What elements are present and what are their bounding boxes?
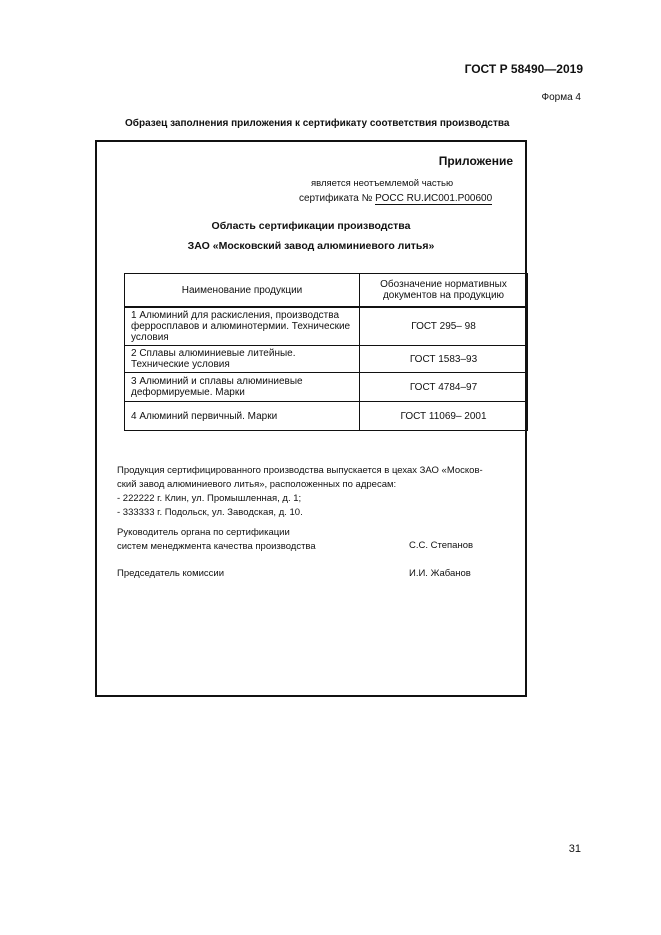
head-role-line: систем менеджмента качества производства bbox=[117, 541, 316, 552]
product-cell: 3 Алюминий и сплавы алюминиевые деформируемые. Марки bbox=[125, 373, 360, 402]
product-cell: 2 Сплавы алюминиевые литейные. Технические условия bbox=[125, 346, 360, 373]
table-row bbox=[125, 402, 528, 431]
production-note bbox=[117, 464, 527, 520]
note-address: - 222222 г. Клин, ул. Промышленная, д. 1; bbox=[117, 493, 302, 504]
standard-code: ГОСТ Р 58490—2019 bbox=[464, 62, 583, 76]
product-cell: 1 Алюминий для раскисления, производства ферросплавов и алюминотермии. Технические условия bbox=[125, 307, 360, 346]
certificate-number-line bbox=[299, 193, 492, 204]
certificate-number: РОСС RU.ИС001.Р00600 bbox=[375, 193, 493, 204]
head-role-line: Руководитель органа по сертификации bbox=[117, 527, 290, 538]
appendix-title: Приложение bbox=[438, 154, 513, 168]
page-number: 31 bbox=[568, 843, 581, 855]
table-header-row bbox=[125, 274, 528, 308]
table-row bbox=[125, 373, 528, 402]
head-role bbox=[117, 526, 316, 554]
form-caption: Образец заполнения приложения к сертификату соответствия производства bbox=[125, 118, 510, 129]
document-cell: ГОСТ 1583–93 bbox=[360, 346, 528, 373]
products-table bbox=[124, 273, 528, 431]
appendix-frame bbox=[95, 140, 527, 697]
note-line: ский завод алюминиевого литья», расположенных по адресам: bbox=[117, 479, 397, 490]
product-cell: 4 Алюминий первичный. Марки bbox=[125, 402, 360, 431]
chair-name: И.И. Жабанов bbox=[409, 568, 471, 579]
company-name: ЗАО «Московский завод алюминиевого литья» bbox=[187, 240, 435, 252]
document-cell: ГОСТ 4784–97 bbox=[360, 373, 528, 402]
scope-title: Область сертификации производства bbox=[211, 220, 411, 232]
form-number: Форма 4 bbox=[541, 92, 581, 103]
certificate-label: сертификата № bbox=[299, 193, 373, 204]
chair-role: Председатель комиссии bbox=[117, 568, 225, 579]
document-cell: ГОСТ 295– 98 bbox=[360, 307, 528, 346]
document-cell: ГОСТ 11069– 2001 bbox=[360, 402, 528, 431]
note-address: - 333333 г. Подольск, ул. Заводская, д. 10. bbox=[117, 507, 303, 518]
table-row bbox=[125, 307, 528, 346]
part-of-certificate-text: является неотъемлемой частью bbox=[311, 178, 454, 189]
header-documents: Обозначение нормативных документов на продукцию bbox=[360, 274, 528, 308]
header-product: Наименование продукции bbox=[125, 274, 360, 308]
head-name: С.С. Степанов bbox=[409, 540, 474, 551]
note-line: Продукция сертифицированного производства выпускается в цехах ЗАО «Москов- bbox=[117, 465, 483, 476]
table-row bbox=[125, 346, 528, 373]
